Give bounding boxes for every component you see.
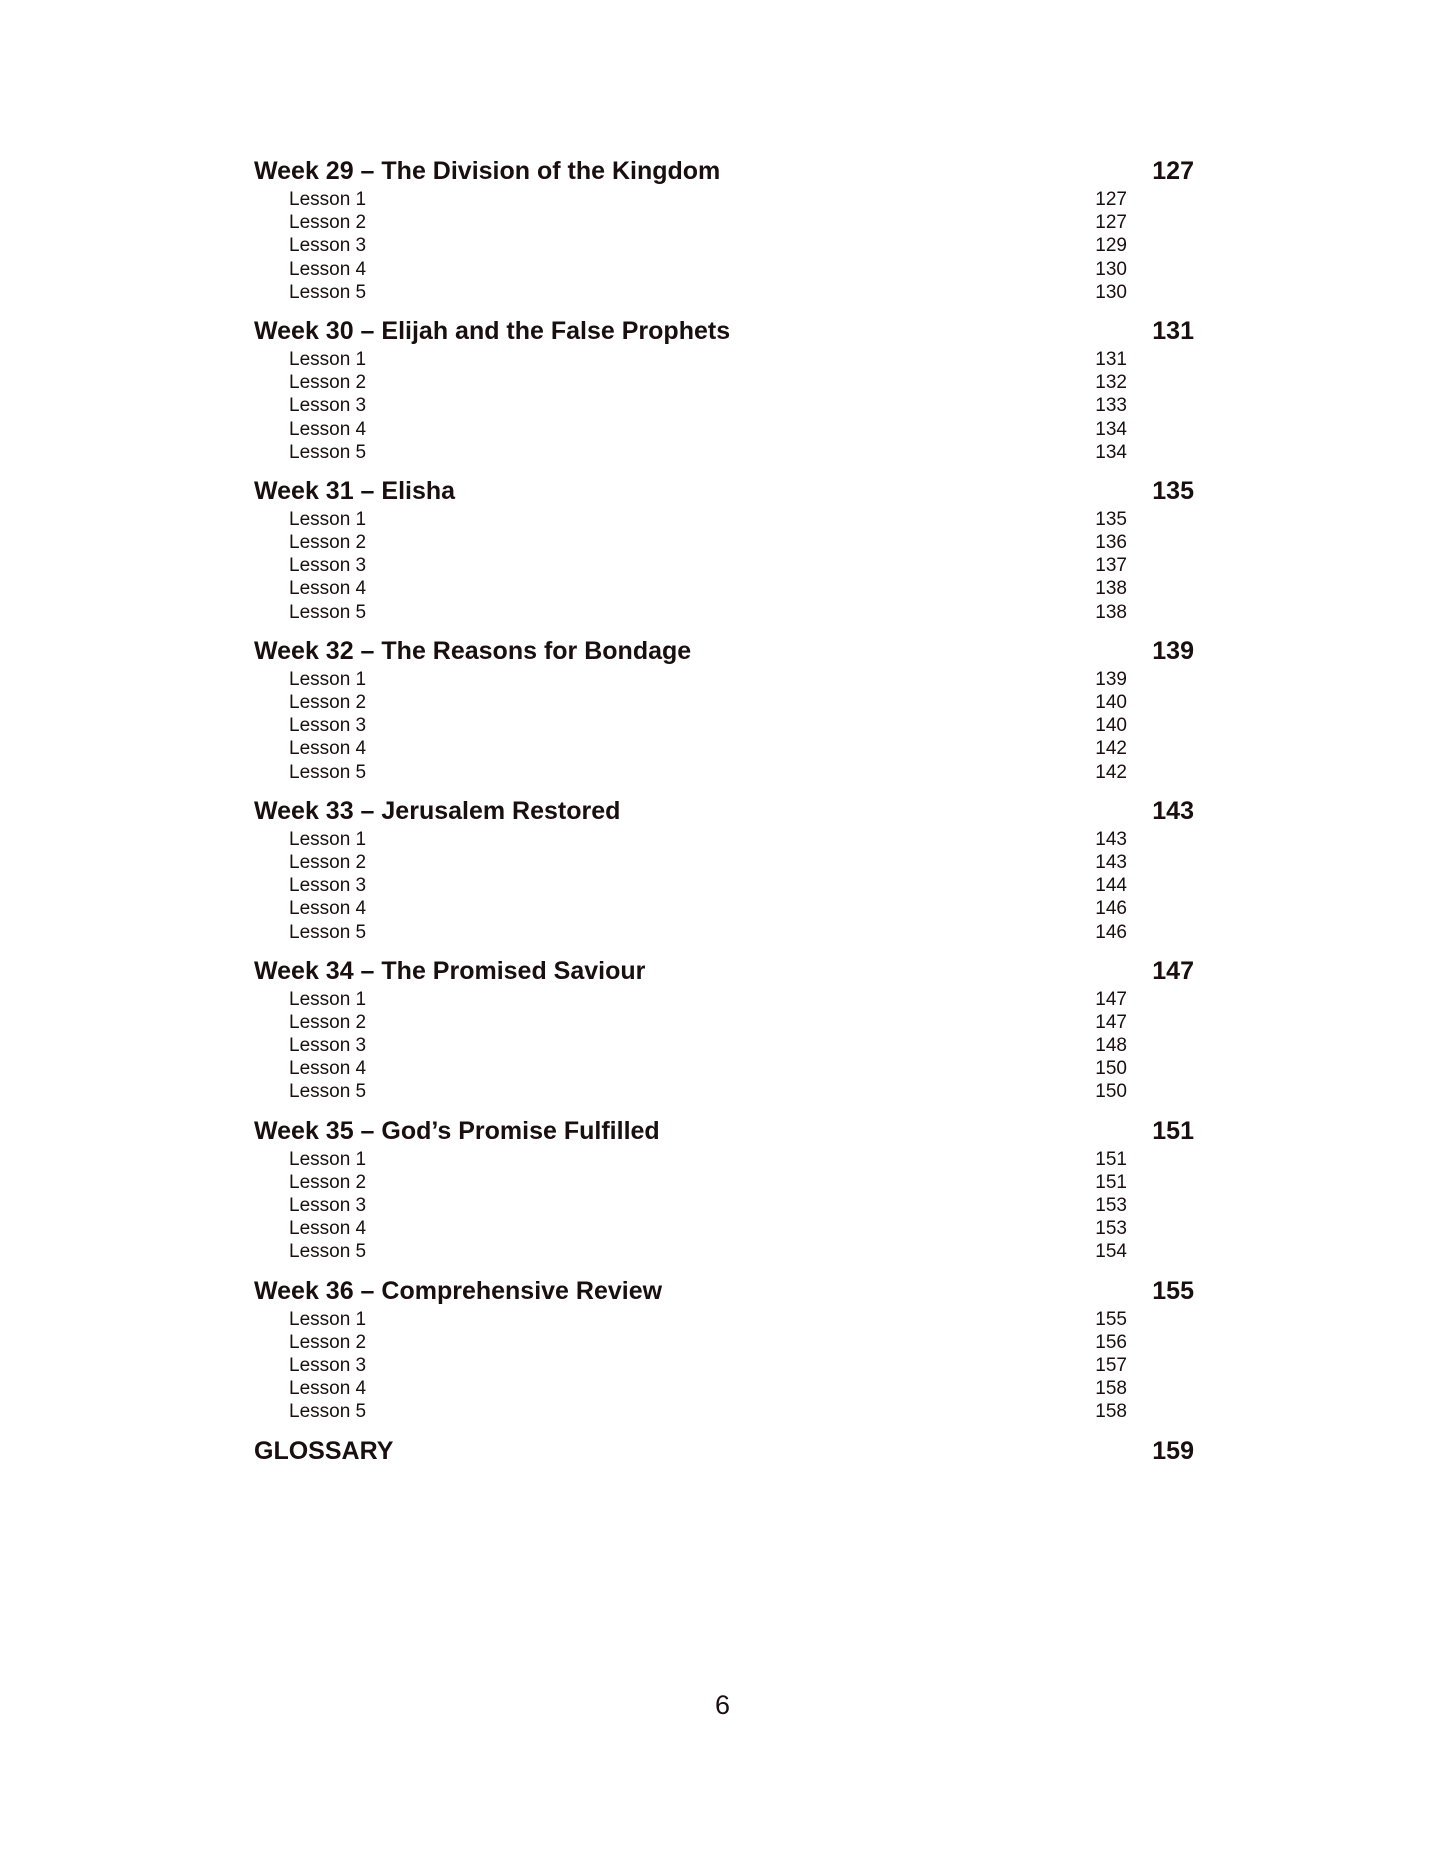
lesson-page-number: 155 <box>1095 1308 1127 1330</box>
section-page-number: 135 <box>1152 476 1194 505</box>
section-page-number: 147 <box>1152 956 1194 985</box>
toc-section <box>254 475 1194 624</box>
lesson-page-number: 131 <box>1095 348 1127 370</box>
lesson-label: Lesson 2 <box>289 851 367 873</box>
lesson-label: Lesson 4 <box>289 578 367 600</box>
lesson-row <box>254 418 1194 441</box>
lesson-row <box>254 188 1194 211</box>
lesson-page-number: 134 <box>1095 441 1127 463</box>
section-title: Week 34 – The Promised Saviour <box>254 956 646 985</box>
toc-section-heading <box>254 795 1194 828</box>
lesson-row <box>254 348 1194 371</box>
lesson-row <box>254 1354 1194 1377</box>
lesson-label: Lesson 3 <box>289 395 367 417</box>
section-page-number: 155 <box>1152 1276 1194 1305</box>
lesson-row <box>254 828 1194 851</box>
lesson-label: Lesson 1 <box>289 1308 367 1330</box>
lesson-row <box>254 554 1194 577</box>
section-page-number: 143 <box>1152 796 1194 825</box>
toc-section-heading <box>254 475 1194 508</box>
lesson-page-number: 151 <box>1095 1171 1127 1193</box>
lesson-page-number: 130 <box>1095 258 1127 280</box>
lesson-page-number: 139 <box>1095 668 1127 690</box>
section-title: Week 32 – The Reasons for Bondage <box>254 636 692 665</box>
section-title: Week 35 – God’s Promise Fulfilled <box>254 1116 660 1145</box>
lesson-page-number: 148 <box>1095 1035 1127 1057</box>
lesson-page-number: 127 <box>1095 189 1127 210</box>
lesson-label: Lesson 2 <box>289 1011 367 1033</box>
lesson-row <box>254 988 1194 1011</box>
lesson-page-number: 130 <box>1095 281 1127 303</box>
lesson-page-number: 150 <box>1095 1058 1127 1080</box>
lesson-row <box>254 874 1194 897</box>
lesson-page-number: 132 <box>1095 372 1127 394</box>
lesson-page-number: 140 <box>1095 715 1127 737</box>
lesson-page-number: 134 <box>1095 418 1127 440</box>
toc-section <box>254 635 1194 784</box>
lesson-row <box>254 921 1194 944</box>
toc-section <box>254 1435 1194 1468</box>
lesson-label: Lesson 4 <box>289 738 367 760</box>
lesson-row <box>254 1217 1194 1240</box>
section-title: Week 36 – Comprehensive Review <box>254 1276 663 1305</box>
lesson-page-number: 140 <box>1095 692 1127 713</box>
lesson-label: Lesson 5 <box>289 1401 367 1423</box>
lesson-label: Lesson 2 <box>289 212 367 234</box>
lesson-page-number: 146 <box>1095 921 1127 943</box>
lesson-page-number: 154 <box>1095 1241 1127 1263</box>
lesson-row <box>254 1377 1194 1400</box>
lesson-row <box>254 1194 1194 1217</box>
lesson-label: Lesson 5 <box>289 921 367 943</box>
section-title: GLOSSARY <box>254 1436 394 1465</box>
toc-section-heading <box>254 1275 1194 1308</box>
lesson-row <box>254 601 1194 624</box>
lesson-label: Lesson 4 <box>289 258 367 280</box>
lesson-row <box>254 281 1194 304</box>
section-page-number: 151 <box>1152 1116 1194 1145</box>
lesson-row <box>254 1080 1194 1103</box>
lesson-label: Lesson 4 <box>289 1058 367 1080</box>
lesson-label: Lesson 3 <box>289 715 367 737</box>
lesson-page-number: 158 <box>1095 1378 1127 1400</box>
toc-section <box>254 1275 1194 1424</box>
toc-section <box>254 1115 1194 1264</box>
lesson-page-number: 153 <box>1095 1195 1127 1216</box>
lesson-page-number: 138 <box>1095 578 1127 600</box>
lesson-page-number: 156 <box>1095 1331 1127 1353</box>
lesson-row <box>254 691 1194 714</box>
lesson-page-number: 127 <box>1095 212 1127 234</box>
lesson-row <box>254 531 1194 554</box>
lesson-page-number: 137 <box>1095 555 1127 577</box>
toc-section-heading <box>254 955 1194 988</box>
lesson-label: Lesson 5 <box>289 281 367 303</box>
lesson-label: Lesson 1 <box>289 508 367 530</box>
lesson-row <box>254 714 1194 737</box>
lesson-row <box>254 761 1194 784</box>
lesson-page-number: 157 <box>1095 1354 1127 1376</box>
lesson-row <box>254 211 1194 234</box>
lesson-label: Lesson 3 <box>289 555 367 577</box>
lesson-row <box>254 394 1194 417</box>
section-page-number: 159 <box>1152 1436 1194 1465</box>
lesson-label: Lesson 1 <box>289 988 367 1010</box>
lesson-label: Lesson 2 <box>289 532 367 554</box>
lesson-row <box>254 1148 1194 1171</box>
lesson-page-number: 158 <box>1095 1401 1127 1423</box>
lesson-label: Lesson 1 <box>289 1148 367 1170</box>
lesson-page-number: 153 <box>1095 1218 1127 1240</box>
lesson-page-number: 150 <box>1095 1081 1127 1103</box>
toc-section-heading <box>254 635 1194 668</box>
lesson-page-number: 151 <box>1095 1148 1127 1170</box>
lesson-page-number: 143 <box>1095 851 1127 873</box>
lesson-page-number: 135 <box>1095 508 1127 530</box>
toc-section-heading <box>254 155 1194 188</box>
lesson-label: Lesson 3 <box>289 1354 367 1376</box>
lesson-label: Lesson 2 <box>289 372 367 394</box>
lesson-row <box>254 258 1194 281</box>
lesson-row <box>254 441 1194 464</box>
toc-section-heading <box>254 1115 1194 1148</box>
lesson-row <box>254 1400 1194 1423</box>
lesson-label: Lesson 3 <box>289 235 367 257</box>
lesson-label: Lesson 1 <box>289 668 367 690</box>
toc-section <box>254 315 1194 464</box>
toc-section <box>254 155 1194 304</box>
lesson-row <box>254 1011 1194 1034</box>
lesson-page-number: 142 <box>1095 761 1127 783</box>
toc-section <box>254 955 1194 1104</box>
lesson-page-number: 147 <box>1095 988 1127 1010</box>
lesson-page-number: 129 <box>1095 235 1127 257</box>
lesson-page-number: 147 <box>1095 1011 1127 1033</box>
toc-section-heading <box>254 1435 1194 1468</box>
lesson-row <box>254 371 1194 394</box>
lesson-row <box>254 508 1194 531</box>
lesson-row <box>254 897 1194 920</box>
lesson-label: Lesson 2 <box>289 1171 367 1193</box>
lesson-row <box>254 1057 1194 1080</box>
section-title: Week 33 – Jerusalem Restored <box>254 796 621 825</box>
lesson-row <box>254 1331 1194 1354</box>
lesson-row <box>254 1308 1194 1331</box>
table-of-contents <box>254 155 1194 1479</box>
page-number: 6 <box>714 1690 731 1720</box>
lesson-label: Lesson 4 <box>289 418 367 440</box>
section-page-number: 127 <box>1152 157 1194 185</box>
lesson-row <box>254 234 1194 257</box>
lesson-label: Lesson 2 <box>289 692 367 713</box>
section-title: Week 30 – Elijah and the False Prophets <box>254 316 731 345</box>
toc-section <box>254 795 1194 944</box>
lesson-row <box>254 668 1194 691</box>
lesson-page-number: 146 <box>1095 898 1127 920</box>
section-page-number: 131 <box>1152 316 1194 345</box>
lesson-row <box>254 577 1194 600</box>
lesson-label: Lesson 3 <box>289 1035 367 1057</box>
lesson-page-number: 138 <box>1095 601 1127 623</box>
lesson-label: Lesson 5 <box>289 441 367 463</box>
lesson-page-number: 136 <box>1095 532 1127 554</box>
lesson-label: Lesson 5 <box>289 761 367 783</box>
lesson-page-number: 143 <box>1095 828 1127 850</box>
lesson-row <box>254 1240 1194 1263</box>
lesson-label: Lesson 4 <box>289 1378 367 1400</box>
lesson-row <box>254 851 1194 874</box>
lesson-row <box>254 737 1194 760</box>
lesson-label: Lesson 5 <box>289 1081 367 1103</box>
lesson-label: Lesson 4 <box>289 1218 367 1240</box>
section-title: Week 29 – The Division of the Kingdom <box>254 157 721 185</box>
lesson-label: Lesson 3 <box>289 1195 367 1216</box>
lesson-page-number: 142 <box>1095 738 1127 760</box>
lesson-row <box>254 1034 1194 1057</box>
lesson-label: Lesson 5 <box>289 601 367 623</box>
toc-section-heading <box>254 315 1194 348</box>
section-page-number: 139 <box>1152 636 1194 665</box>
lesson-page-number: 144 <box>1095 875 1127 897</box>
lesson-label: Lesson 2 <box>289 1331 367 1353</box>
section-title: Week 31 – Elisha <box>254 476 456 505</box>
lesson-label: Lesson 1 <box>289 189 367 210</box>
lesson-label: Lesson 4 <box>289 898 367 920</box>
lesson-label: Lesson 1 <box>289 348 367 370</box>
lesson-row <box>254 1171 1194 1194</box>
lesson-label: Lesson 3 <box>289 875 367 897</box>
lesson-label: Lesson 1 <box>289 828 367 850</box>
lesson-page-number: 133 <box>1095 395 1127 417</box>
lesson-label: Lesson 5 <box>289 1241 367 1263</box>
